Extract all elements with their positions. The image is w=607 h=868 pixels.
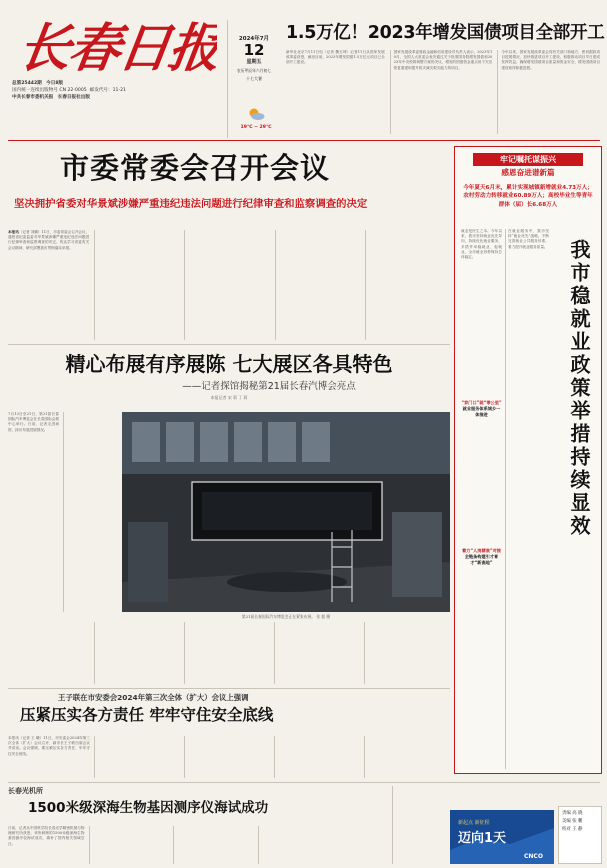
masthead (8, 6, 223, 106)
lunar-date: 农历甲辰年六月初七 (236, 68, 272, 73)
feature-lead: 就业是民生之本。今年以来，我市坚持就业优先导向，持续优化就业服务，多措并举稳就业、促就业，全市就业形势保持总体稳定。 (461, 229, 502, 260)
temperature-range: 19℃ ~ 29℃ (240, 125, 272, 130)
editor-row-2 (562, 818, 598, 826)
masthead-rule (8, 140, 600, 141)
auto-show-byline: 本报记者 宋 莉 丁 莉 (210, 395, 248, 400)
postal-code: 邮发代号：11-21 (89, 88, 126, 93)
party-org: 中共长春市委机关报 (12, 95, 54, 100)
ad-graphic (450, 810, 554, 864)
feature-tag-2: 感恩奋进谱新篇 (501, 168, 555, 177)
ad-headline: 迈向1天 (458, 831, 507, 846)
auto-show-title[interactable]: 精心布展有序展陈 七大展区各具特色 (65, 352, 393, 376)
auto-show-col-4 (94, 622, 180, 684)
bottom-col-3 (173, 826, 254, 864)
editor-row-1 (562, 810, 598, 818)
logo-brush-icon (22, 10, 217, 78)
bottom-col-4 (258, 826, 339, 864)
main-headline-title[interactable]: 市委常委会召开会议 (60, 151, 331, 185)
ad-logo: CNCO (524, 853, 543, 860)
vertical-headline[interactable]: 我市稳就业政策举措持续显效 (567, 239, 591, 538)
ad-slogan: 新起点 新征程 (458, 820, 490, 826)
publisher: 长春日报社出版 (57, 95, 90, 100)
sun-cloud-icon (246, 107, 266, 121)
safety-col-1: 本报讯（记者 王 曦）11日，市安委会2024年第三次全体（扩大）会议召开，副市长王子联出席会议并讲话。会议强调，要压紧压实各方责任，牢牢守住安全底线。 (8, 736, 90, 756)
top-article-col-1: 新华社北京7月11日电（记者 魏玉坤）记者11日从国家发展改革委获悉，截至目前，2023年增发国债1.5万亿元项目已全部开工建设。 (286, 50, 385, 65)
main-headline-subtitle[interactable]: 坚决拥护省委对华景斌涉嫌严重违纪违法问题进行纪律审查和监察调查的决定 (14, 198, 368, 210)
feature-col-1 (461, 229, 502, 769)
safety-col-4 (274, 736, 360, 778)
safety-headline[interactable] (8, 692, 450, 732)
auto-show-col-1: 7月13日至21日，第21届长春国际汽车博览会在长春国际会展中心举行。日前，记者走进场馆，探访布展进展情况。 (8, 412, 59, 432)
auto-show-col-6 (274, 622, 360, 684)
bottom-headline[interactable] (8, 786, 338, 826)
safety-col-5 (364, 736, 450, 778)
editor-role-1: 责编 (562, 811, 571, 816)
bottom-title[interactable]: 1500米级深海生物基因测序仪海试成功 (28, 800, 269, 816)
auto-show-col-3 (8, 622, 90, 684)
feature-headline[interactable]: 今年夏天6月末，累计实现城镇新增就业4.73万人；农村劳动力转移就业60.89万人；高校毕业生等青年群体（届）长6.68万人 (463, 185, 593, 208)
editor-role-2: 美编 (562, 819, 571, 824)
top-article-col-2: 国家发展改革委财政金融和信用建设司负责人表示，2023年10月，全国人大常委会表决通过关于批准国务院增发国债和2023年中央预算调整方案的决议，增发的国债资金重点用于灾后恢复重建和提升防灾减灾救灾能力的项目。 (390, 50, 493, 134)
advertisement[interactable] (450, 810, 554, 864)
bottom-col-1: 日前，记者从中国科学院长春光学精密机械与物理研究所获悉，该所研制的1500米级深海生物基因测序仪海试成功，填补了国内相关领域空白。 (8, 826, 85, 846)
safety-kicker: 王子联在市安委会2024年第三次全体（扩大）会议上强调 (58, 693, 249, 702)
main-article-col-1 (8, 230, 89, 340)
page-count: 今日8版 (46, 81, 64, 86)
auto-show-headline[interactable] (8, 348, 450, 408)
year-month: 2024年7月 (238, 36, 270, 42)
main-article-col-4 (275, 230, 360, 340)
cn-code: 国内统一连续出版物号 CN 22-0005 (12, 88, 87, 93)
auto-show-col-2 (63, 412, 118, 612)
feature-col-2: 在就业服务中，我市坚持“就业优先”战略，不断完善就业公共服务体系，着力提升就业服务质量。 (505, 229, 549, 769)
safety-title[interactable]: 压紧压实各方责任 牢牢守住安全底线 (20, 706, 274, 724)
feature-subhead-2-line-2: 全链条构建引才育才“新高地” (464, 554, 499, 566)
auto-show-subtitle: ——记者探馆揭秘第21届长春汽博会亮点 (182, 381, 356, 392)
photo-caption: 第21届长春国际汽车博览会正在紧张布展。 张 超 摄 (241, 614, 331, 619)
top-article-col-3: 今年以来，国家发展改革委会同有关部门和地方，密切跟踪项目进展情况，加快推进项目开工建设，积极推动项目早日建成发挥效益，确保增发国债项目质量和资金安全，增发国债项目建设取得积极进展。 (497, 50, 600, 134)
bottom-col-6 (392, 786, 442, 864)
feature-col-3 (555, 675, 597, 767)
auto-show-col-5 (184, 622, 270, 684)
newspaper-logo (22, 10, 217, 78)
date-box (230, 34, 278, 98)
main-headline[interactable] (8, 146, 450, 226)
feature-subhead-1 (461, 400, 502, 418)
bottom-kicker: 长春光机所 (8, 787, 43, 795)
weekday: 星期五 (246, 59, 262, 65)
editor-name-1: 高 晓 (572, 811, 583, 816)
feature-subhead-2 (461, 548, 502, 566)
top-headline[interactable] (286, 20, 605, 48)
feature-subhead-1-line-1: “家门口”就“零公里” (461, 400, 502, 406)
safety-col-3 (184, 736, 270, 778)
main-article-col-3 (184, 230, 269, 340)
svg-text:长春日报: 长春日报 (22, 18, 217, 78)
editor-name-3: 王 静 (572, 827, 583, 832)
bottom-col-2 (89, 826, 170, 864)
editor-role-3: 校对 (562, 827, 571, 832)
editor-row-3 (562, 826, 598, 834)
feature-tag: 牢记嘱托谋振兴 (473, 153, 583, 166)
main-article-lead: （记者 刘鹏）11日，市委常委会召开会议，通报省纪委监委对华景斌涉嫌严重违纪违法问题进行纪律审查和监察调查的决定，传达学习省委有关会议精神，研究部署我市贯彻落实举措。 (8, 230, 90, 250)
editor-name-2: 张 鹏 (572, 819, 583, 824)
solar-term: 十七大暑 (246, 76, 262, 81)
main-article-byline: 本报讯 (8, 230, 19, 234)
editor-credits (558, 806, 602, 864)
weather-widget (236, 106, 276, 132)
feature-subhead-2-line-1: 着力“人岗精准”对接 (461, 548, 501, 554)
top-headline-title[interactable]: 1.5万亿！2023年增发国债项目全部开工 (286, 23, 605, 43)
main-article-col-5 (365, 230, 450, 340)
issue-number: 总第25442期 (12, 81, 42, 86)
employment-feature-box (454, 146, 602, 774)
auto-show-col-7 (364, 622, 450, 684)
exhibition-hall-image (122, 412, 450, 612)
feature-subhead-1-line-2: 就业服务体系城乡一体推进 (462, 406, 501, 418)
auto-show-photo (122, 412, 450, 612)
bottom-col-5 (342, 786, 388, 864)
main-article-col-2 (94, 230, 179, 340)
day-number: 12 (243, 41, 265, 59)
safety-col-2 (94, 736, 180, 778)
